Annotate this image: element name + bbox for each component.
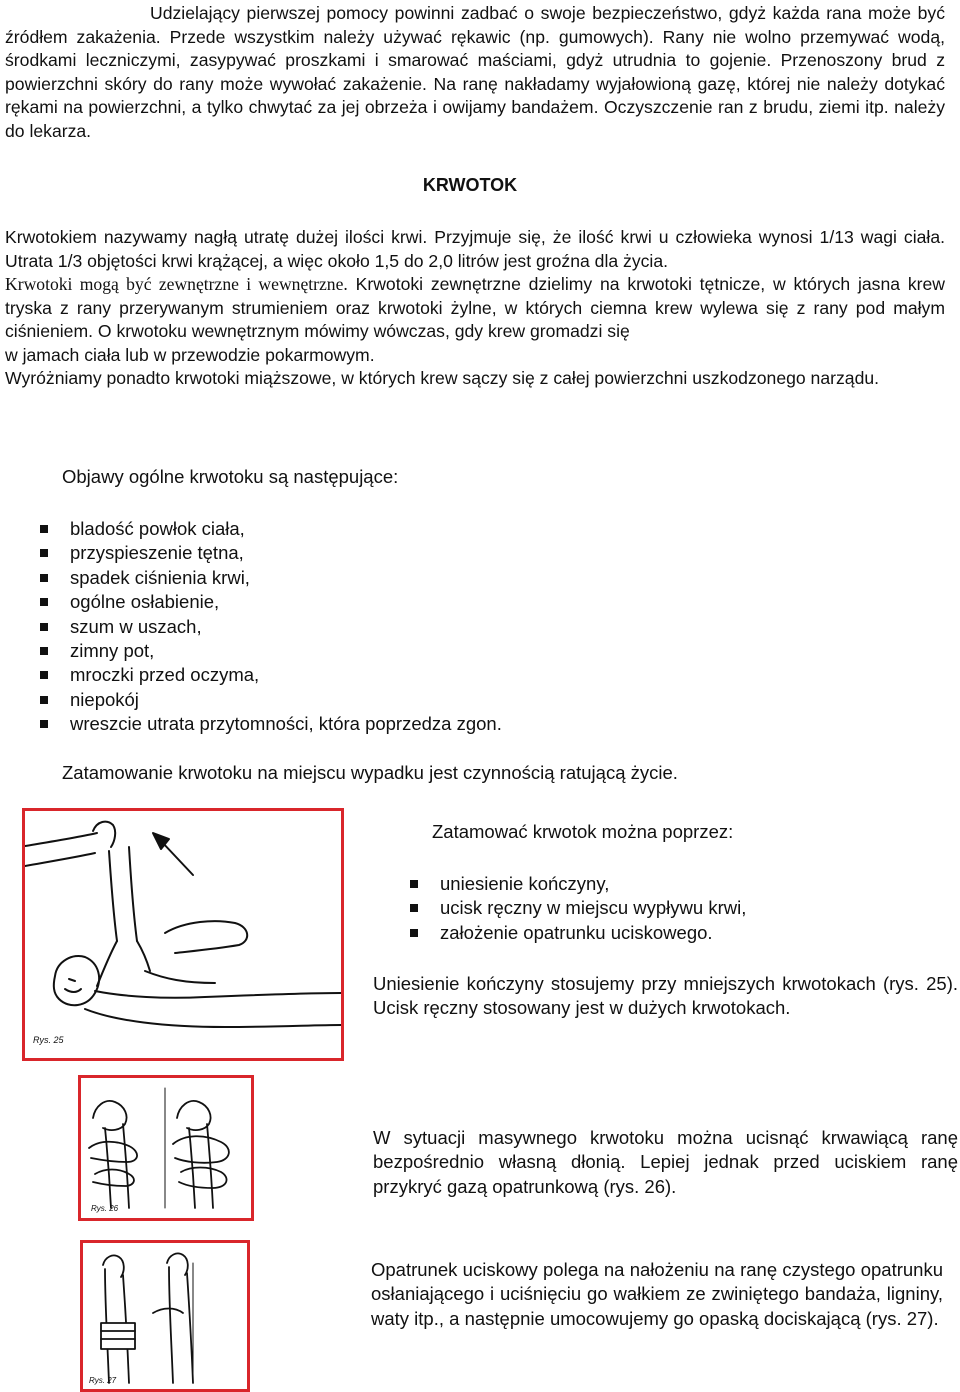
intro-paragraph [5, 2, 945, 143]
figure-25-elevation [22, 808, 344, 1061]
bullet-icon [40, 525, 48, 533]
direct-pressure-illustration [81, 1078, 251, 1218]
list-item: wreszcie utrata przytomności, która poprzedza zgon. [40, 712, 502, 736]
symptoms-lead: Objawy ogólne krwotoku są następujące: [62, 466, 399, 487]
pressure-dressing-illustration [83, 1243, 247, 1389]
list-item: niepokój [40, 688, 502, 712]
symptoms-list [40, 517, 502, 737]
types-intro: Krwotoki mogą być zewnętrzne i wewnętrzne. [5, 274, 348, 294]
bullet-icon [410, 880, 418, 888]
bullet-icon [40, 720, 48, 728]
elevation-paragraph: Uniesienie kończyny stosujemy przy mniejszych krwotokach (rys. 25). Ucisk ręczny stosowany jest w dużych krwotokach. [373, 973, 958, 1019]
section-title: KRWOTOK [422, 175, 518, 195]
paragraph-types [5, 273, 945, 344]
methods-list [410, 872, 746, 945]
limb-elevation-illustration [25, 811, 341, 1058]
list-item: przyspieszenie tętna, [40, 541, 502, 565]
stop-bleeding-statement: Zatamowanie krwotoku na miejscu wypadku jest czynnością ratującą życie. [62, 762, 678, 783]
bullet-icon [40, 647, 48, 655]
list-item: bladość powłok ciała, [40, 517, 502, 541]
paragraph-definition: Krwotokiem nazywamy nagłą utratę dużej ilości krwi. Przyjmuje się, że ilość krwi u człowieka wynosi 1/13 wagi ciała. Utrata 1/3 objętości krwi krążącej, a więc około 1,5 do 2,0 litrów jest groźna dla życia. [5, 227, 945, 271]
types-details: Krwotoki zewnętrzne dzielimy na krwotoki tętnicze, w których jasna krew tryska z rany przerywanym strumieniem oraz krwotoki żylne, w których ciemna krew wylewa się z rany pod małym ciśnieniem. O krwotoku wewnętrznym mówimy wówczas, gdy krew gromadzi się [5, 274, 945, 341]
bullet-icon [40, 623, 48, 631]
bullet-icon [40, 696, 48, 704]
list-item: ucisk ręczny w miejscu wypływu krwi, [410, 896, 746, 920]
bullet-icon [410, 929, 418, 937]
massive-bleeding-paragraph: W sytuacji masywnego krwotoku można ucisnąć krwawiącą ranę bezpośrednio własną dłonią. Lepiej jednak przed uciskiem ranę przykryć gazą opatrunkową (rys. 26). [373, 1127, 958, 1197]
list-item: szum w uszach, [40, 615, 502, 639]
pressure-dressing-paragraph: Opatrunek uciskowy polega na nałożeniu na ranę czystego opatrunku osłaniającego i uciśnięciu go wałkiem ze zwiniętego bandaża, ligniny, waty itp., a następnie umocowujemy go opaską dociskającą (rys. 27). [371, 1259, 943, 1329]
bullet-icon [40, 574, 48, 582]
list-item: mroczki przed oczyma, [40, 663, 502, 687]
paragraph-types-end: w jamach ciała lub w przewodzie pokarmowym. [5, 344, 375, 365]
list-item: zimny pot, [40, 639, 502, 663]
methods-lead: Zatamować krwotok można poprzez: [432, 821, 734, 842]
figure-26-label: Rys. 26 [91, 1204, 119, 1213]
intro-text: Udzielający pierwszej pomocy powinni zadbać o swoje bezpieczeństwo, gdyż każda rana może być źródłem zakażenia. Przede wszystkim należy używać rękawic (np. gumowych). Rany nie wolno przemywać wodą, środkami leczniczymi, zasypywać proszkami i smarować maściami, gdyż utrudnia to gojenie. Przenoszony brud z powierzchni skóry do rany może wywołać zakażenie. Na ranę nakładamy wyjałowioną gazę, której nie należy dotykać rękami na powierzchni, a tylko chwytać za jej obrzeża i owijamy bandażem. Oczyszczenie ran z brudu, ziemi itp. należy do lekarza. [5, 3, 945, 141]
list-item: uniesienie kończyny, [410, 872, 746, 896]
paragraph-parenchymal: Wyróżniamy ponadto krwotoki miąższowe, w których krew sączy się z całej powierzchni uszkodzonego narządu. [5, 368, 880, 388]
figure-27-pressure-dressing [80, 1240, 250, 1392]
figure-25-label: Rys. 25 [33, 1035, 64, 1045]
figure-26-direct-pressure [78, 1075, 254, 1221]
list-item: założenie opatrunku uciskowego. [410, 921, 746, 945]
bullet-icon [40, 549, 48, 557]
bullet-icon [40, 598, 48, 606]
bullet-icon [410, 904, 418, 912]
figure-27-label: Rys. 27 [89, 1376, 117, 1385]
bullet-icon [40, 671, 48, 679]
body-paragraphs [5, 226, 945, 391]
list-item: ogólne osłabienie, [40, 590, 502, 614]
list-item: spadek ciśnienia krwi, [40, 566, 502, 590]
